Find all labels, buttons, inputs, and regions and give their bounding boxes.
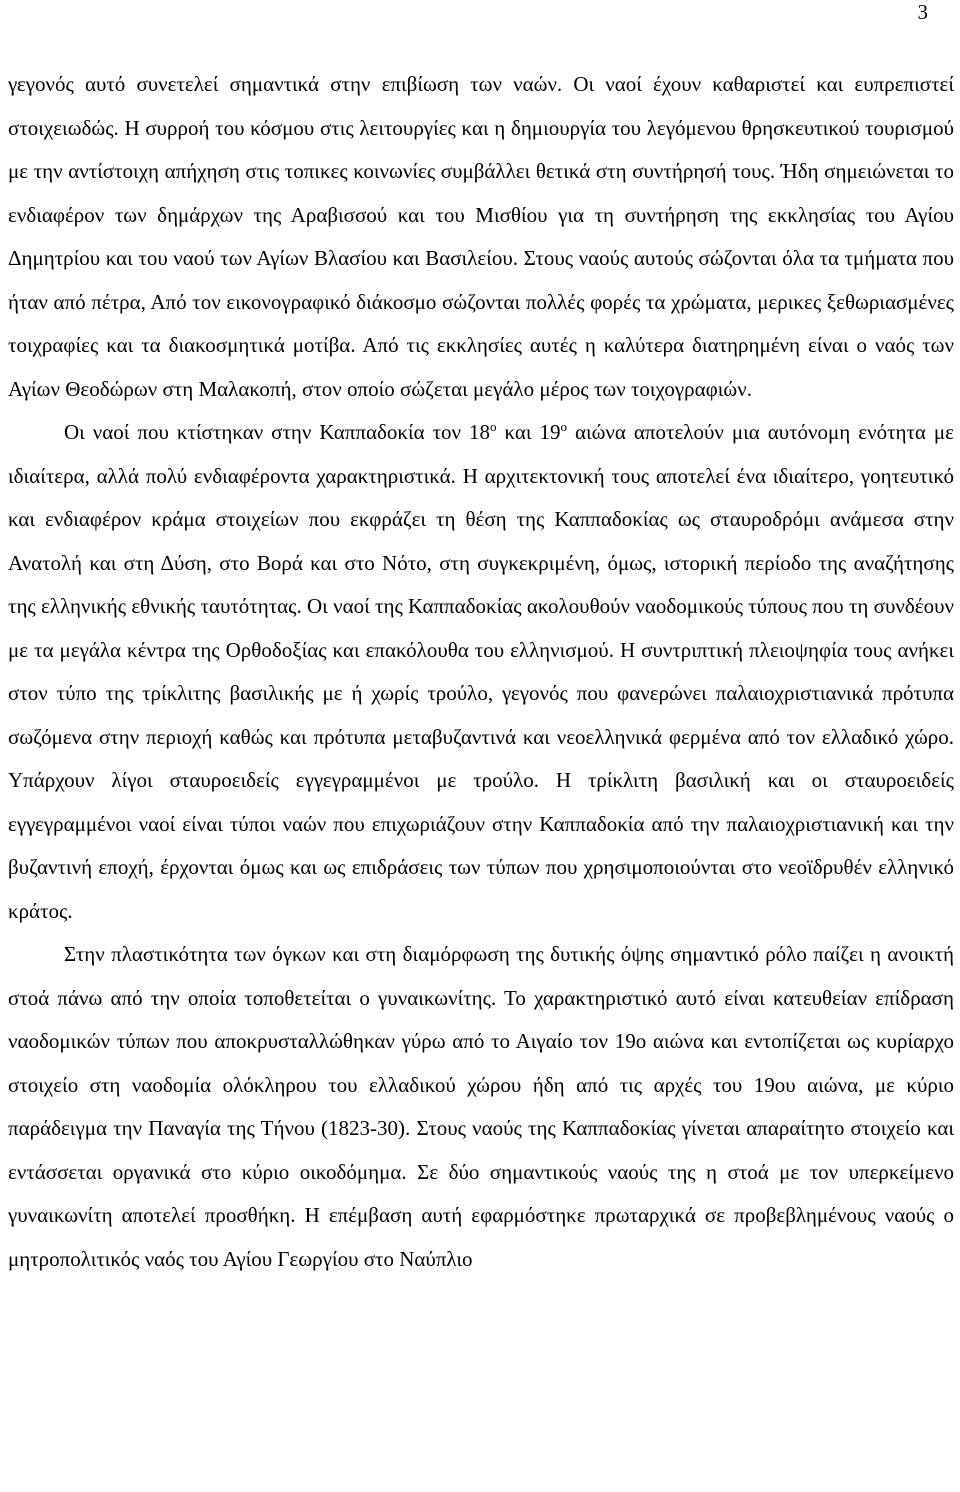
paragraph-2-lead: Οι ναοί που κτίστηκαν στην Καππαδοκία τον 18: [64, 420, 490, 444]
body-text: [8, 63, 954, 1281]
superscript-ordinal-1: ο: [489, 419, 497, 434]
paragraph-2-mid: και 19: [496, 420, 561, 444]
paragraph-1: γεγονός αυτό συνετελεί σημαντικά στην επιβίωση των ναών. Οι ναοί έχουν καθαριστεί και ευπρεπιστεί στοιχειωδώς. Η συρροή του κόσμου στις λειτουργίες και η δημιουργία του λεγόμενου θρησκευτικού τουρισμού με την αντίστοιχη απήχηση στις τοπικες κοινωνίες συμβάλλει θετικά στη συντήρησή τους. Ήδη σημειώνεται το ενδιαφέρον των δημάρχων της Αραβισσού και του Μισθίου για τη συντήρηση της εκκλησίας του Αγίου Δημητρίου και του ναού των Αγίων Βλασίου και Βασιλείου. Στους ναούς αυτούς σώζονται όλα τα τμήματα που ήταν από πέτρα, Από τον εικονογραφικό διάκοσμο σώζονται πολλές φορές τα χρώματα, μερικες ξεθωριασμένες τοιχραφίες και τα διακοσμητικά μοτίβα. Από τις εκκλησίες αυτές η καλύτερα διατηρημένη είναι ο ναός των Αγίων Θεοδώρων στη Μαλακοπή, στον οποίο σώζεται μεγάλο μέρος των τοιχογραφιών.: [8, 72, 954, 401]
superscript-ordinal-2: ο: [560, 419, 567, 434]
paragraph-2-rest: αιώνα αποτελούν μια αυτόνομη ενότητα με ιδιαίτερα, αλλά πολύ ενδιαφέροντα χαρακτηριστικά. Η αρχιτεκτονική τους αποτελεί ένα ιδιαίτερο, γοητευτικό και ενδιαφέρον κράμα στοιχείων που εκφράζει τη θέση της Καππαδοκίας ως σταυροδρόμι ανάμεσα στην Ανατολή και στη Δύση, στο Βορά και στο Νότο, στη συγκεκριμένη, όμως, ιστορική περίοδο της αναζήτησης της ελληνικής εθνικής ταυτότητας. Οι ναοί της Καππαδοκίας ακολουθούν ναοδομικούς τύπους που τη συνδέουν με τα μεγάλα κέντρα της Ορθοδοξίας και επακόλουθα του ελληνισμού. Η συντριπτική πλειοψηφία τους ανήκει στον τύπο της τρίκλιτης βασιλικής με ή χωρίς τρούλο, γεγονός που φανερώνει παλαιοχριστιανικά πρότυπα σωζόμενα στην περιοχή καθώς και πρότυπα μεταβυζαντινά και νεοελληνικά φερμένα από τον ελλαδικό χώρο. Υπάρχουν λίγοι σταυροειδείς εγγεγραμμένοι με τρούλο. Η τρίκλιτη βασιλική και οι σταυροειδείς εγγεγραμμένοι ναοί είναι τύποι ναών που επιχωριάζουν στην Καππαδοκία από την παλαιοχριστιανική και την βυζαντινή εποχή, έρχονται όμως και ως επιδράσεις των τύπων που χρησιμοποιούνται στο νεοϊδρυθέν ελληνικό κράτος.: [8, 420, 954, 923]
paragraph-2: [8, 411, 954, 933]
page-number: 3: [917, 0, 928, 24]
paragraph-3: Στην πλαστικότητα των όγκων και στη διαμόρφωση της δυτικής όψης σημαντικό ρόλο παίζει η ανοικτή στοά πάνω από την οποία τοποθετείται ο γυναικωνίτης. Το χαρακτηριστικό αυτό είναι κατευθείαν επίδραση ναοδομικών τύπων που αποκρυσταλλώθηκαν γύρω από το Αιγαίο τον 19ο αιώνα και εντοπίζεται ως κυρίαρχο στοιχείο στη ναοδομία ολόκληρου του ελλαδικού χώρου ήδη από τις αρχές του 19ου αιώνα, με κύριο παράδειγμα την Παναγία της Τήνου (1823-30). Στους ναούς της Καππαδοκίας γίνεται απαραίτητο στοιχείο και εντάσσεται οργανικά στο κύριο οικοδόμημα. Σε δύο σημαντικούς ναούς της η στοά με τον υπερκείμενο γυναικωνίτη αποτελεί προσθήκη. Η επέμβαση αυτή εφαρμόστηκε πρωταρχικά σε προβεβλημένους ναούς ο μητροπολιτικός ναός του Αγίου Γεωργίου στο Ναύπλιο: [8, 942, 954, 1271]
